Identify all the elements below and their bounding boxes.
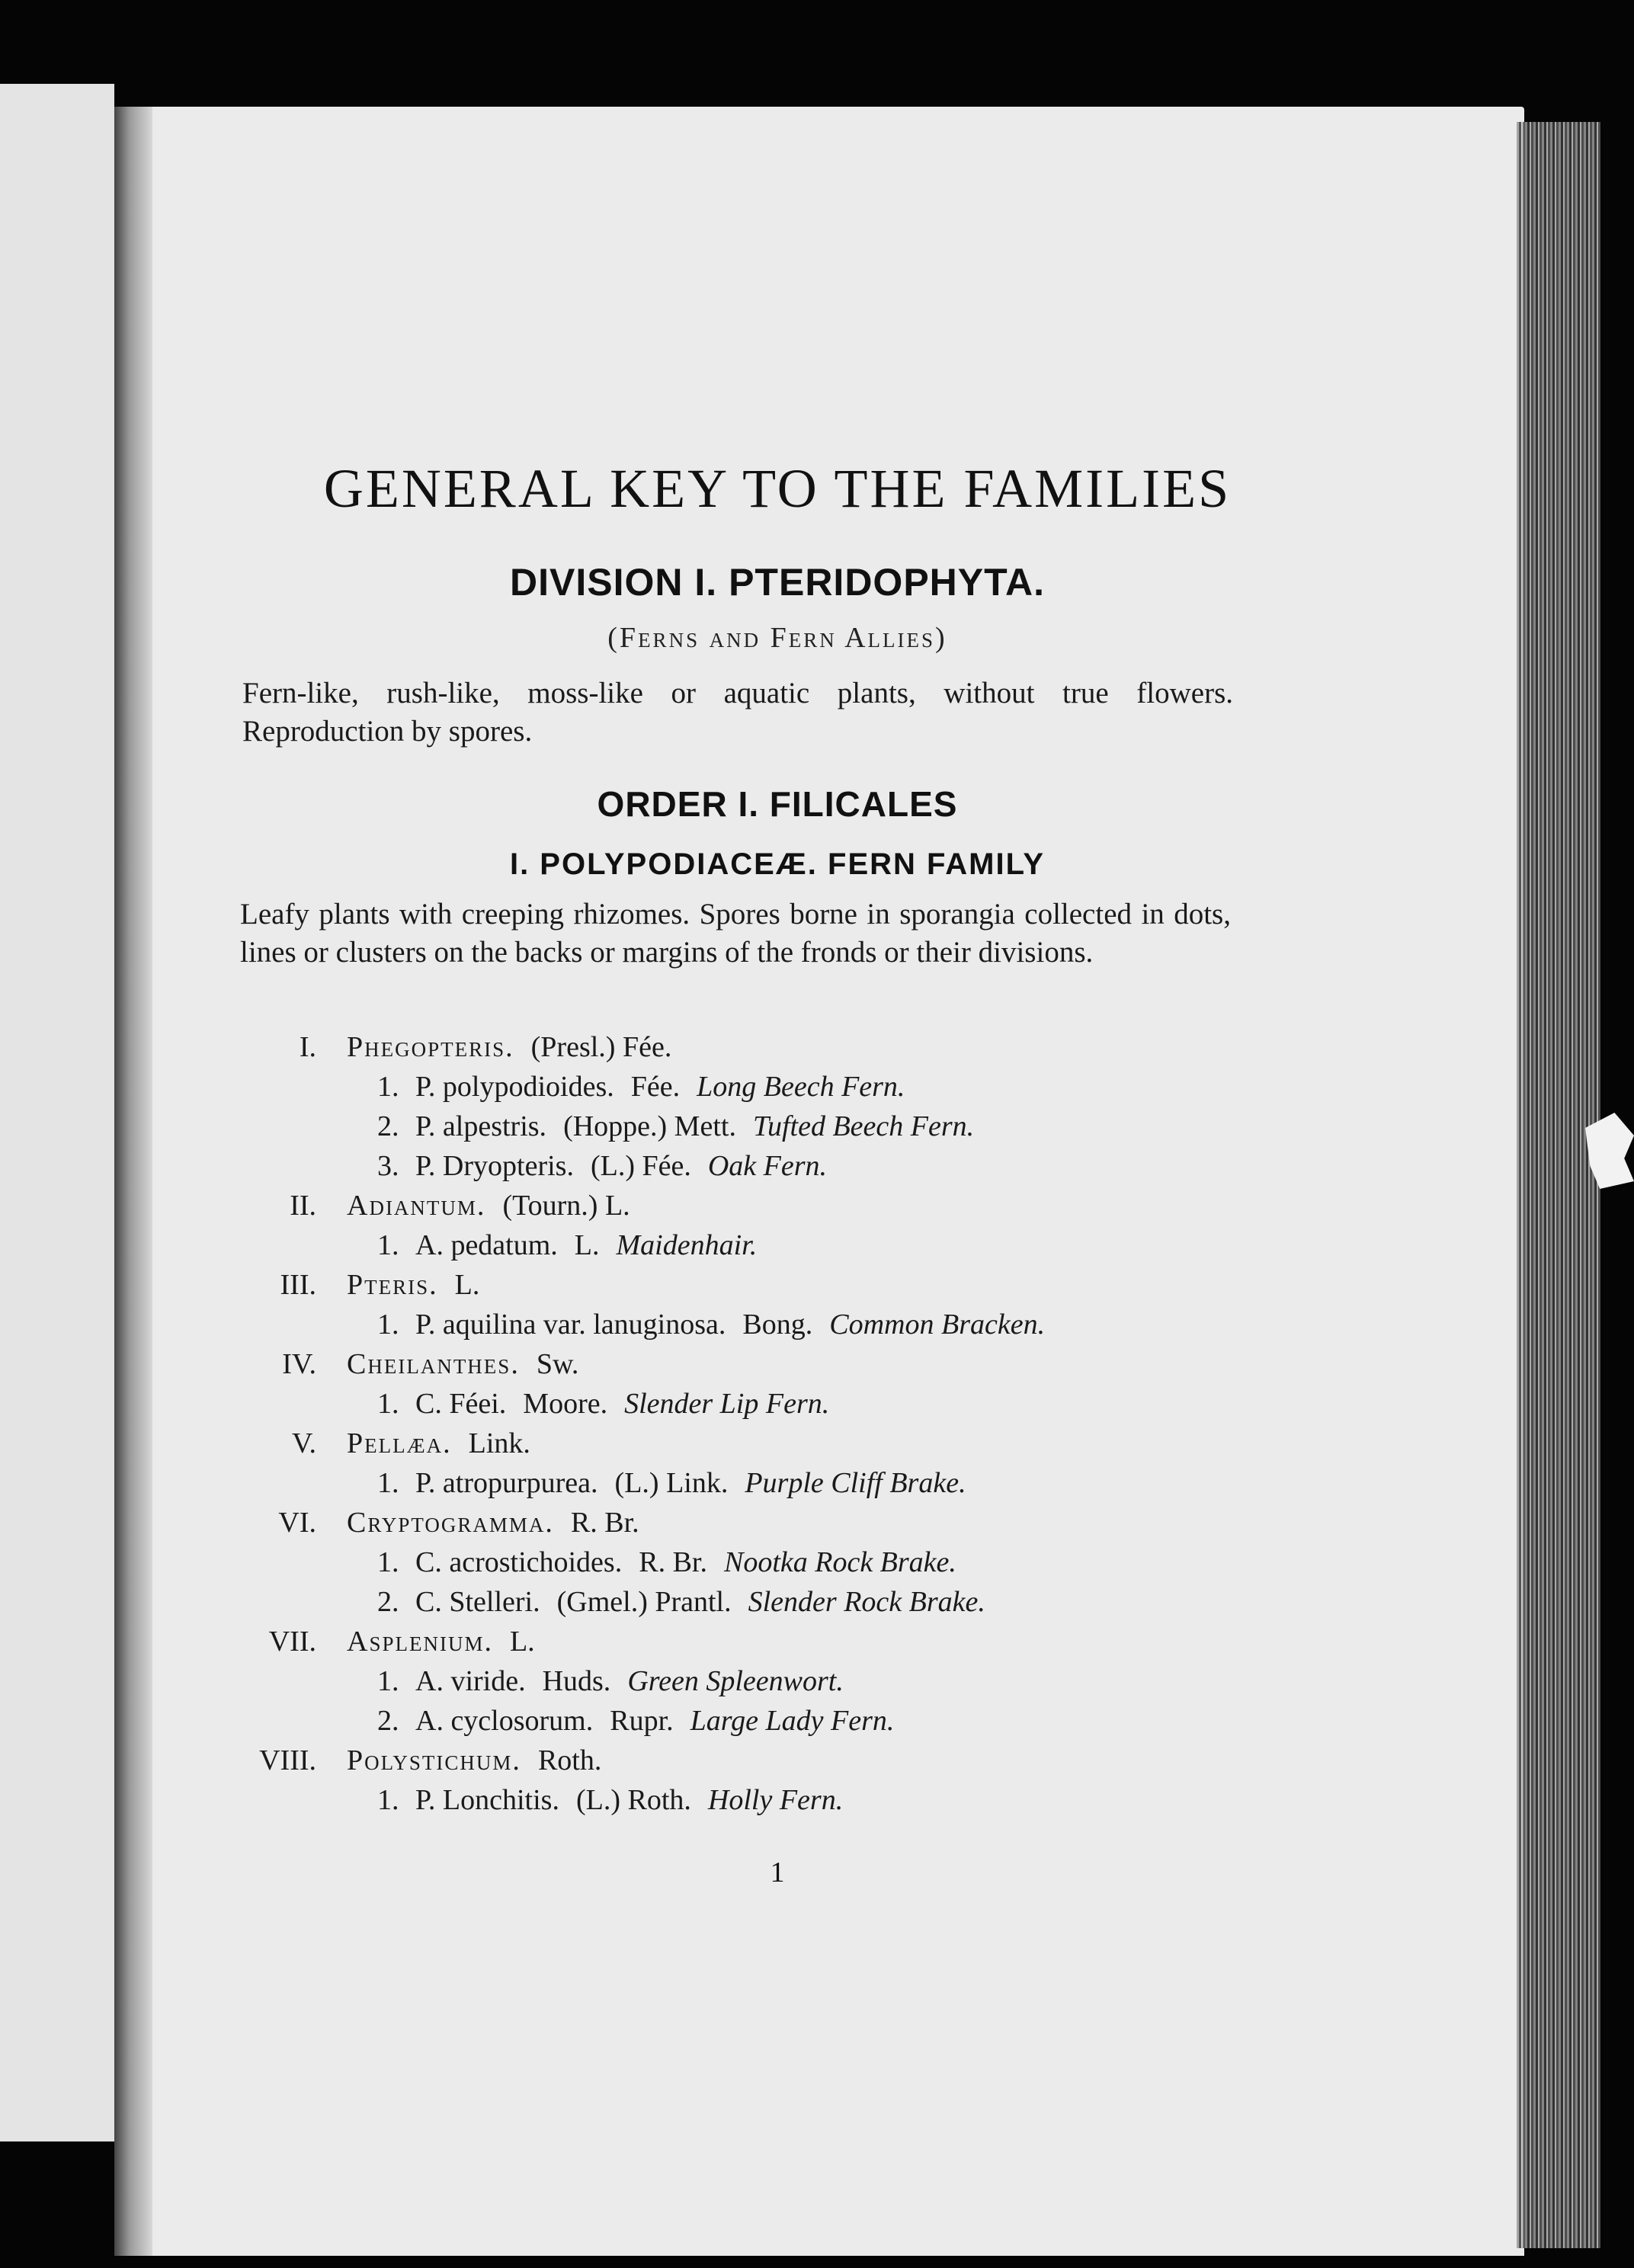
species-entry xyxy=(221,1305,1288,1344)
species-entry xyxy=(221,1067,1288,1107)
genus-entry xyxy=(221,1344,1288,1384)
species-name: C. Stelleri. xyxy=(415,1586,540,1618)
order-heading: ORDER I. FILICALES xyxy=(597,784,958,824)
species-number: 2. xyxy=(377,1586,399,1618)
genus-author: (Tourn.) L. xyxy=(502,1190,630,1222)
division-heading: DIVISION I. PTERIDOPHYTA. xyxy=(510,561,1045,604)
species-author: Rupr. xyxy=(610,1705,674,1737)
species-number: 1. xyxy=(377,1309,399,1341)
species-number: 1. xyxy=(377,1071,399,1103)
species-number: 1. xyxy=(377,1229,399,1261)
adjacent-page-edge xyxy=(0,84,114,2141)
species-name: P. aquilina var. lanuginosa. xyxy=(415,1309,726,1341)
genus-name: Cryptogramma. xyxy=(347,1507,554,1539)
species-name: P. Lonchitis. xyxy=(415,1784,559,1816)
species-author: Bong. xyxy=(742,1309,813,1341)
page-title: GENERAL KEY TO THE FAMILIES xyxy=(323,458,1232,519)
genus-entry xyxy=(221,1265,1288,1305)
species-common-name: Oak Fern. xyxy=(707,1150,828,1182)
species-common-name: Purple Cliff Brake. xyxy=(745,1467,966,1499)
species-number: 3. xyxy=(377,1150,399,1182)
species-entry xyxy=(221,1225,1288,1265)
genus-author: Roth. xyxy=(537,1744,602,1776)
genus-number: I. xyxy=(299,1031,316,1063)
species-name: P. alpestris. xyxy=(415,1110,547,1142)
division-subtitle: (Ferns and Fern Allies) xyxy=(607,622,947,654)
division-description: Fern-like, rush-like, moss-like or aquatic plants, without true flowers. Reproduction by spores. xyxy=(242,677,1233,748)
book-fore-edge xyxy=(1517,122,1600,2248)
genus-author: L. xyxy=(509,1626,535,1658)
species-common-name: Tufted Beech Fern. xyxy=(752,1110,975,1142)
species-common-name: Slender Lip Fern. xyxy=(624,1388,830,1420)
genus-number: VI. xyxy=(278,1507,316,1539)
species-entry xyxy=(221,1780,1288,1820)
species-common-name: Slender Rock Brake. xyxy=(748,1586,985,1618)
species-entry xyxy=(221,1661,1288,1701)
genus-author: (Presl.) Fée. xyxy=(530,1031,672,1063)
species-common-name: Maidenhair. xyxy=(616,1229,758,1261)
species-name: P. Dryopteris. xyxy=(415,1150,574,1182)
genus-number: IV. xyxy=(282,1348,316,1380)
page-gutter xyxy=(114,107,152,2256)
species-entry xyxy=(221,1542,1288,1582)
species-author: L. xyxy=(574,1229,600,1261)
genus-number: II. xyxy=(290,1190,316,1222)
species-number: 1. xyxy=(377,1546,399,1578)
genus-number: VIII. xyxy=(259,1744,316,1776)
species-name: C. Féei. xyxy=(415,1388,507,1420)
genus-entry xyxy=(221,1622,1288,1661)
species-number: 2. xyxy=(377,1705,399,1737)
genus-name: Pellæa. xyxy=(347,1427,452,1459)
species-name: A. cyclosorum. xyxy=(415,1705,594,1737)
genus-number: III. xyxy=(280,1269,316,1301)
species-author: R. Br. xyxy=(639,1546,707,1578)
genus-entry xyxy=(221,1503,1288,1542)
species-name: A. pedatum. xyxy=(415,1229,558,1261)
species-number: 1. xyxy=(377,1388,399,1420)
species-entry xyxy=(221,1384,1288,1424)
species-common-name: Long Beech Fern. xyxy=(697,1071,905,1103)
genus-author: L. xyxy=(454,1269,480,1301)
page-number: 1 xyxy=(770,1856,785,1888)
genus-author: Sw. xyxy=(536,1348,579,1380)
species-name: A. viride. xyxy=(415,1665,526,1697)
genus-entry xyxy=(221,1741,1288,1780)
genus-name: Asplenium. xyxy=(347,1626,493,1658)
species-author: Huds. xyxy=(542,1665,611,1697)
genus-entry xyxy=(221,1424,1288,1463)
species-number: 2. xyxy=(377,1110,399,1142)
species-author: Moore. xyxy=(523,1388,608,1420)
species-entry xyxy=(221,1107,1288,1146)
species-entry xyxy=(221,1701,1288,1741)
species-common-name: Green Spleenwort. xyxy=(627,1665,844,1697)
species-author: Fée. xyxy=(630,1071,681,1103)
genus-name: Adiantum. xyxy=(347,1190,486,1222)
species-author: (Hoppe.) Mett. xyxy=(563,1110,736,1142)
species-author: (Gmel.) Prantl. xyxy=(556,1586,732,1618)
species-author: (L.) Roth. xyxy=(575,1784,691,1816)
genus-name: Pteris. xyxy=(347,1269,438,1301)
genus-author: R. Br. xyxy=(570,1507,639,1539)
species-number: 1. xyxy=(377,1665,399,1697)
genus-entry xyxy=(221,1027,1288,1067)
species-name: P. atropurpurea. xyxy=(415,1467,598,1499)
species-author: (L.) Link. xyxy=(614,1467,729,1499)
species-entry xyxy=(221,1582,1288,1622)
genus-entry xyxy=(221,1186,1288,1225)
genus-author: Link. xyxy=(468,1427,530,1459)
family-heading: I. POLYPODIACEÆ. FERN FAMILY xyxy=(509,847,1046,881)
family-description: Leafy plants with creeping rhizomes. Spores borne in sporangia collected in dots, lines or clusters on the backs or margins of the fronds or their divisions. xyxy=(240,898,1231,969)
species-common-name: Common Bracken. xyxy=(829,1309,1046,1341)
genus-name: Polystichum. xyxy=(347,1744,521,1776)
species-number: 1. xyxy=(377,1467,399,1499)
species-common-name: Large Lady Fern. xyxy=(690,1705,895,1737)
species-author: (L.) Fée. xyxy=(590,1150,691,1182)
species-number: 1. xyxy=(377,1784,399,1816)
genus-number: V. xyxy=(291,1427,316,1459)
species-entry xyxy=(221,1463,1288,1503)
genus-number: VII. xyxy=(268,1626,316,1658)
species-name: C. acrostichoides. xyxy=(415,1546,623,1578)
genus-key-list xyxy=(221,1027,1288,1820)
species-common-name: Holly Fern. xyxy=(707,1784,844,1816)
genus-name: Phegopteris. xyxy=(347,1031,514,1063)
species-common-name: Nootka Rock Brake. xyxy=(723,1546,956,1578)
species-entry xyxy=(221,1146,1288,1186)
species-name: P. polypodioides. xyxy=(415,1071,614,1103)
genus-name: Cheilanthes. xyxy=(347,1348,520,1380)
